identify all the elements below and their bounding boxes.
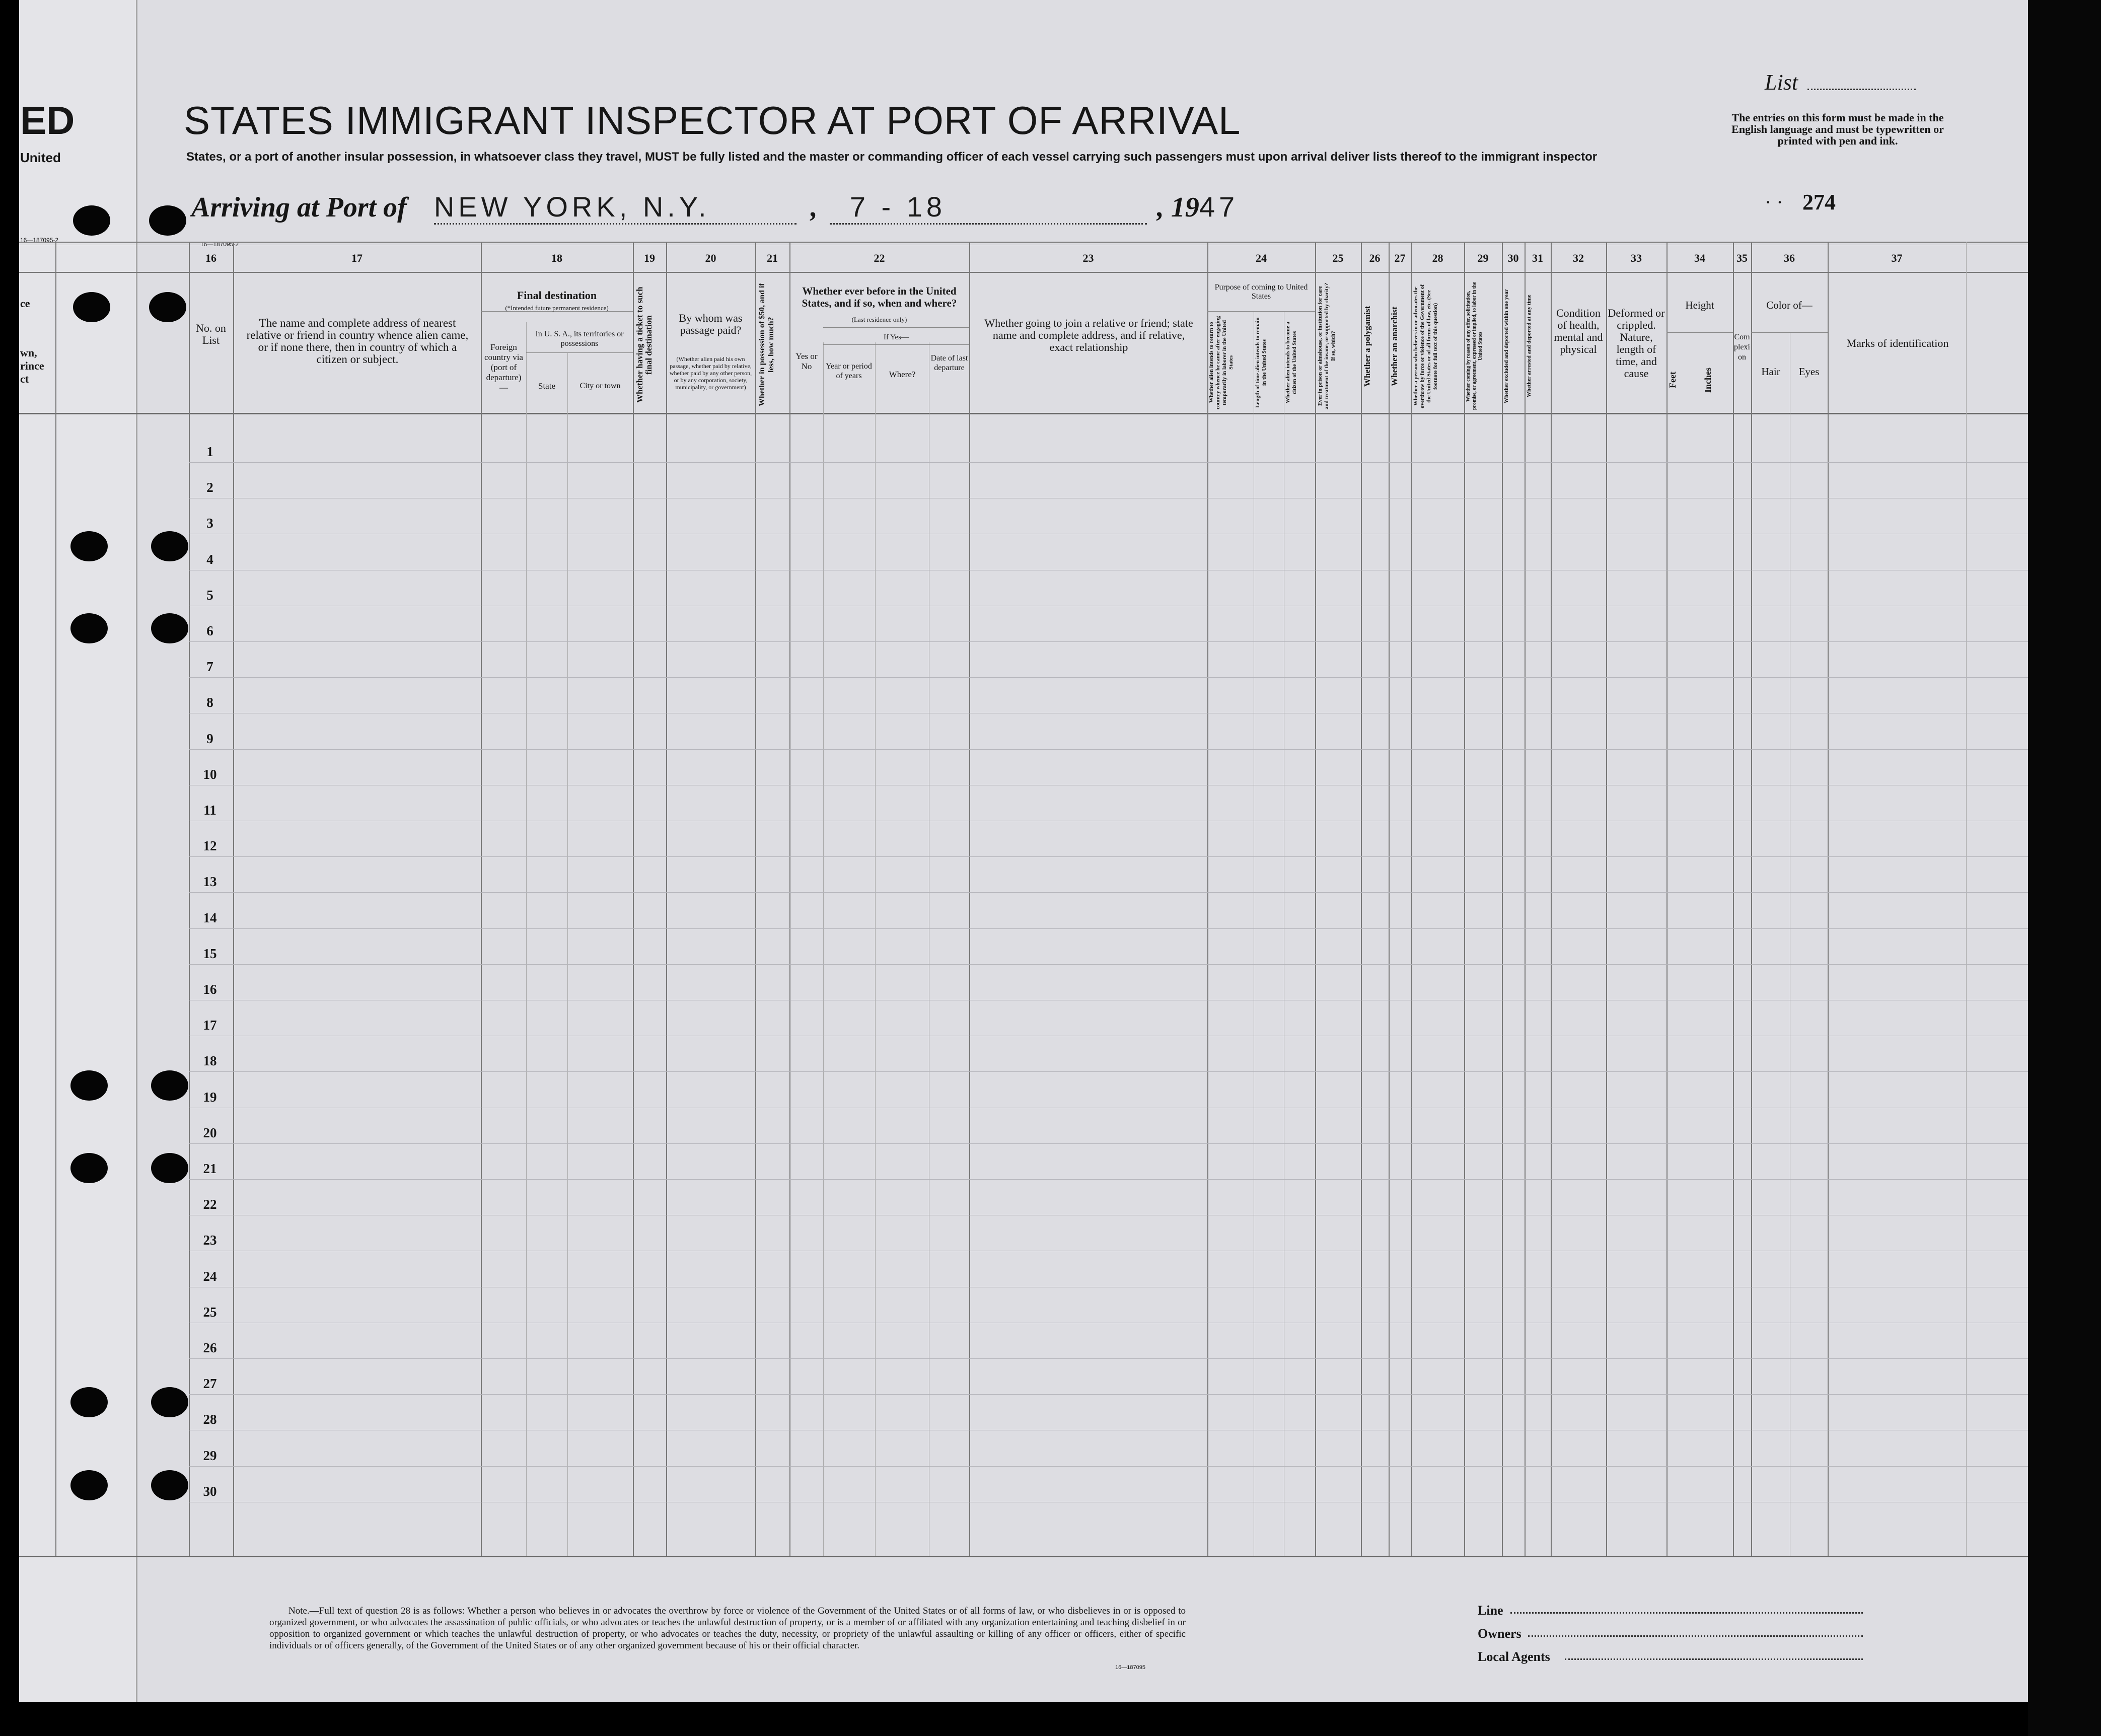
table-row [189, 677, 2028, 678]
header-yes-no: Yes or No [795, 351, 818, 371]
row-number: 20 [203, 1125, 217, 1140]
column-number: 36 [1784, 252, 1795, 264]
header-possession-50: Whether in possession of $50, and if less, how much? [758, 283, 775, 407]
header-ever-before: Whether ever before in the United States, and if so, when and where? [802, 285, 957, 309]
row-number: 6 [206, 623, 213, 638]
owners-field[interactable] [1528, 1635, 1863, 1637]
column-number: 32 [1573, 252, 1584, 264]
column-number: 17 [351, 252, 363, 264]
binder-hole [151, 1070, 188, 1101]
left-fragment-wn: wn, [20, 346, 37, 359]
table-row [189, 856, 2028, 857]
header-offer: Whether coming by reason of any offer, solicitation, promise, or agreement, expressed or implied, to labor in the United States [1466, 282, 1483, 410]
subheader-rule [1751, 332, 1828, 333]
binder-hole [151, 1470, 188, 1500]
header-city: City or town [579, 382, 621, 390]
column-number: 20 [705, 252, 716, 264]
binder-hole [70, 1153, 108, 1183]
table-row [189, 964, 2028, 965]
row-number: 11 [203, 803, 216, 818]
row-number: 23 [203, 1233, 217, 1248]
arriving-line: Arriving at Port of NEW YORK, N.Y. , 7 - 18 , 1947 [191, 190, 1239, 225]
arriving-label: Arriving at Port of [191, 192, 407, 223]
header-anarchist: Whether an anarchist [1390, 306, 1399, 386]
binder-hole [151, 613, 188, 643]
line-label: Line [1478, 1603, 1503, 1618]
table-row [189, 462, 2028, 463]
binder-hole [149, 292, 186, 322]
header-where: Where? [889, 370, 916, 379]
subheader-rule [823, 344, 969, 345]
header-if-yes: If Yes— [883, 333, 909, 341]
owners-label: Owners [1478, 1626, 1522, 1641]
header-passage-paid-note: (Whether alien paid his own passage, whether paid by relative, whether paid by any other person, or by any corporation, society, municipality, or government) [669, 355, 752, 391]
subheader-rule [526, 352, 633, 353]
header-in-usa: In U. S. A., its territories or possessions [535, 330, 624, 348]
row-number: 1 [206, 444, 213, 459]
subheader-rule [1667, 332, 1733, 333]
header-purpose: Purpose of coming to United States [1214, 283, 1308, 301]
local-agents-field[interactable] [1565, 1658, 1863, 1660]
binder-hole [151, 531, 188, 561]
pencil-mark: · · [1765, 191, 1783, 213]
binder-hole [151, 1153, 188, 1183]
list-label: List [1765, 70, 1798, 95]
table-row [189, 1143, 2028, 1144]
binder-hole [149, 205, 186, 236]
subheader-rule [823, 327, 969, 328]
header-passage-paid: By whom was passage paid? [679, 312, 743, 336]
table-row [189, 749, 2028, 750]
header-deformed: Deformed or crippled. Nature, length of time, and cause [1608, 307, 1665, 380]
header-purpose-a: Whether alien intends to return to country whence he came after engaging temporarily in laborer in the United States [1208, 316, 1234, 409]
column-number: 19 [644, 252, 655, 264]
page-title: STATES IMMIGRANT INSPECTOR AT PORT OF ARRIVAL [184, 98, 1241, 142]
header-hair: Hair [1761, 366, 1780, 378]
row-number: 16 [203, 982, 217, 997]
binder-hole [70, 531, 108, 561]
scan-border [2028, 0, 2101, 1736]
row-number: 14 [203, 910, 217, 925]
page-subtitle: States, or a port of another insular possession, in whatsoever class they travel, MUST be fully listed and the master or commanding officer of each vessel carrying such passengers must upon arrival deliver lists thereof to the immigrant inspector [186, 150, 1598, 164]
row-number: 9 [206, 731, 213, 746]
row-number: 18 [203, 1053, 217, 1069]
row-number: 28 [203, 1412, 217, 1427]
binder-hole [70, 1387, 108, 1417]
table-row [189, 641, 2028, 642]
row-number: 19 [203, 1089, 217, 1105]
row-number: 4 [206, 551, 213, 567]
table-row [189, 1466, 2028, 1467]
row-number: 3 [206, 516, 213, 531]
binder-hole [151, 1387, 188, 1417]
column-number: 37 [1891, 252, 1903, 264]
row-number: 17 [203, 1018, 217, 1033]
list-line [1807, 89, 1916, 90]
left-fragment-ce: ce [20, 297, 30, 310]
column-number: 28 [1432, 252, 1443, 264]
header-final-destination-note: (*Intended future permanent residence) [505, 304, 609, 312]
row-number: 2 [206, 480, 213, 495]
header-excluded: Whether excluded and deported within one year [1503, 289, 1509, 403]
column-subdivider [567, 352, 568, 1556]
column-subdivider [875, 342, 876, 1556]
header-purpose-c: Whether alien intends to become a citizen of the United States [1285, 321, 1297, 404]
header-polygamist: Whether a polygamist [1362, 306, 1372, 387]
column-number: 31 [1532, 252, 1543, 264]
header-join-relative: Whether going to join a relative or friend; state name and complete address, and if relative, exact relationship [984, 317, 1193, 353]
row-number: 21 [203, 1161, 217, 1176]
footer-form-code: 16—187095 [1115, 1665, 1145, 1671]
column-number: 22 [874, 252, 885, 264]
row-number: 22 [203, 1197, 217, 1212]
title-fragment: ED [20, 98, 75, 142]
header-ticket: Whether having a ticket to such final destination [635, 286, 654, 403]
header-purpose-b: Length of time alien intends to remain in the United States [1255, 317, 1267, 408]
column-subdivider [526, 322, 527, 1556]
header-date-departure: Date of last departure [930, 354, 968, 372]
subtitle-fragment: United [20, 150, 61, 165]
form-code-left-2: 16—187095-2 [200, 241, 239, 248]
table-bottom-border [19, 1556, 2028, 1557]
binder-hole [73, 205, 110, 236]
column-number: 30 [1507, 252, 1519, 264]
header-ever-before-note: (Last residence only) [851, 316, 907, 323]
binder-hole [73, 292, 110, 322]
date-value: 7 - 18 [830, 190, 1147, 225]
row-number: 10 [203, 766, 217, 782]
port-value: NEW YORK, N.Y. [434, 190, 796, 225]
column-number: 24 [1256, 252, 1267, 264]
header-marks: Marks of identification [1846, 337, 1949, 349]
table-row [189, 1394, 2028, 1395]
left-fragment-rince: rince [20, 359, 44, 372]
header-no-on-list: No. on List [196, 322, 226, 346]
header-question-28: Whether a person who believes in or advocates the overthrow by force or violence of the Government of the United States or of all forms of law, etc. (See footnote for full text of this question) [1413, 284, 1438, 408]
line-field[interactable] [1510, 1612, 1863, 1614]
local-agents-label: Local Agents [1478, 1649, 1550, 1664]
list-number: 274 [1802, 190, 1836, 214]
column-number: 27 [1394, 252, 1406, 264]
column-number: 21 [767, 252, 778, 264]
year-prefix: 19 [1171, 192, 1199, 223]
column-number: 29 [1477, 252, 1489, 264]
subheader-rule [1207, 311, 1315, 312]
row-number: 15 [203, 946, 217, 961]
column-number: 18 [551, 252, 562, 264]
row-number: 8 [206, 695, 213, 710]
row-number: 5 [206, 587, 213, 603]
header-complexion: Complexion [1734, 333, 1750, 361]
header-final-destination: Final destination [517, 289, 597, 302]
table-row [189, 1358, 2028, 1359]
table-row [189, 1179, 2028, 1180]
column-subdivider [823, 342, 824, 1556]
binder-hole [70, 1070, 108, 1101]
column-number: 16 [205, 252, 216, 264]
header-prison: Ever in prison or almshouse, or institution for care and treatment of the insane, or supported by charity? If so, which? [1317, 282, 1336, 410]
row-number: 26 [203, 1340, 217, 1355]
header-foreign-country: Foreign country via (port of departure)— [484, 342, 523, 392]
header-height: Height [1685, 299, 1714, 311]
column-number: 23 [1082, 252, 1094, 264]
table-row [189, 892, 2028, 893]
row-number: 27 [203, 1376, 217, 1392]
column-number: 26 [1369, 252, 1381, 264]
column-number: 35 [1736, 252, 1748, 264]
entries-note: The entries on this form must be made in the English language and must be typewritten or printed with pen and ink. [1731, 111, 1944, 147]
column-divider [55, 242, 56, 1556]
header-bottom-rule [19, 413, 2028, 414]
table-top-border [19, 242, 2028, 243]
header-arrested: Whether arrested and deported at any time [1526, 295, 1532, 398]
column-number: 33 [1631, 252, 1642, 264]
header-feet: Feet [1668, 372, 1678, 389]
header-state: State [538, 381, 555, 391]
row-number: 24 [203, 1268, 217, 1284]
header-nearest-relative: The name and complete address of nearest relative or friend in country whence alien came, or if none there, then in country of which a citizen or subject. [246, 317, 469, 366]
column-number: 25 [1332, 252, 1344, 264]
table-row [189, 1071, 2028, 1072]
footnote-question-28: Note.—Full text of question 28 is as follows: Whether a person who believes in or advocates the overthrow by force or violence of the Government of the United States or of all forms of law, or who disbelieves in or is opposed to organized government, or who advocates the assassination of public officials, or who advocates or teaches the unlawful destruction of property, or is a member of or affiliated with any organization entertaining and teaching disbelief in or opposition to organized government or which teaches the unlawful destruction of property, or who advocates or teaches the duty, necessity, or propriety of the unlawful assaulting or killing of any officer or officers, either of specific individuals or of officers generally, of the Government of the United States or of any other organized government because of his or their official character. [269, 1606, 1186, 1651]
row-number: 29 [203, 1448, 217, 1463]
header-year-period: Year or period of years [826, 362, 872, 380]
row-number: 12 [203, 838, 217, 854]
binder-hole [70, 1470, 108, 1500]
left-page-fragment [19, 0, 137, 1702]
column-number-rule [19, 272, 2028, 273]
row-number: 13 [203, 874, 217, 890]
binder-hole [70, 613, 108, 643]
row-number: 25 [203, 1304, 217, 1320]
year-value: 47 [1199, 191, 1239, 223]
form-code-left: 16—187095-2 [20, 237, 59, 244]
row-number: 30 [203, 1483, 217, 1499]
left-fragment-ct: ct [20, 373, 29, 385]
table-row [189, 928, 2028, 929]
column-number: 34 [1694, 252, 1705, 264]
header-color-of: Color of— [1766, 299, 1813, 311]
header-inches: Inches [1703, 368, 1713, 393]
header-health: Condition of health, mental and physical [1554, 307, 1603, 355]
header-eyes: Eyes [1798, 366, 1820, 378]
row-number: 7 [206, 659, 213, 675]
